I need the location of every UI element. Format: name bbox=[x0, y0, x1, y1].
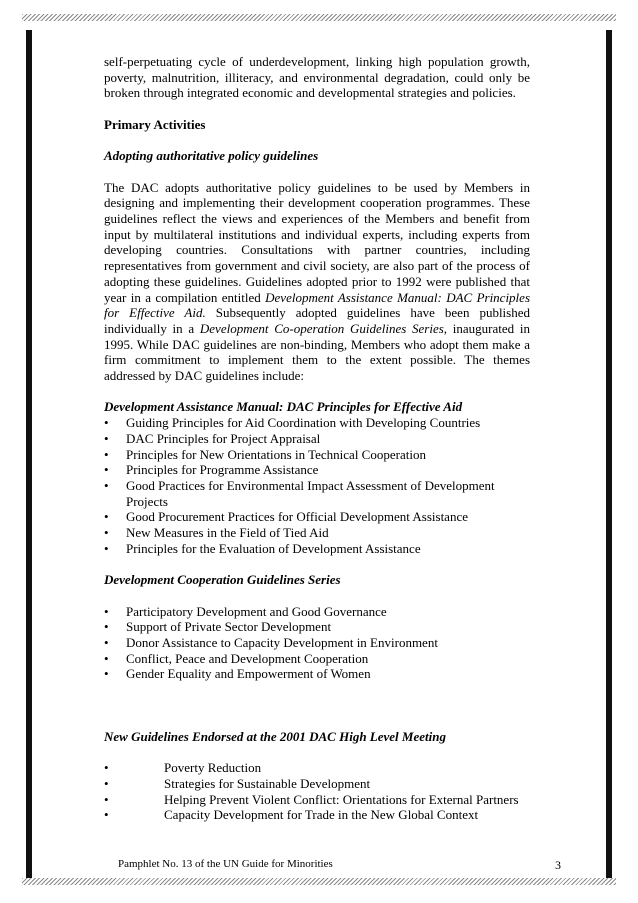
list-item: • Poverty Reduction bbox=[104, 760, 262, 776]
list-item: • Participatory Development and Good Governance bbox=[104, 603, 387, 619]
list-item: • Helping Prevent Violent Conflict: Orientations for External Partners bbox=[104, 791, 519, 807]
list-item: • Donor Assistance to Capacity Development in Environment bbox=[104, 634, 438, 650]
page-border-right bbox=[606, 30, 612, 880]
list-item: • Gender Equality and Empowerment of Women bbox=[104, 666, 371, 682]
list-item: • Principles for the Evaluation of Development Assistance bbox=[104, 540, 421, 556]
list-item: • Guiding Principles for Aid Coordination with Developing Countries bbox=[104, 415, 481, 431]
list-item: • Support of Private Sector Development bbox=[104, 619, 332, 635]
list-item: • Conflict, Peace and Development Cooperation bbox=[104, 650, 369, 666]
primary-activities-heading: Primary Activities bbox=[104, 116, 206, 132]
series-section-heading: Development Cooperation Guidelines Series bbox=[104, 572, 341, 588]
list-item: • Principles for New Orientations in Technical Cooperation bbox=[104, 446, 426, 462]
list-item: • Strategies for Sustainable Development bbox=[104, 775, 371, 791]
new-guidelines-list bbox=[104, 760, 530, 823]
page-border-bottom bbox=[22, 878, 616, 885]
guidelines-subheading: Adopting authoritative policy guidelines bbox=[104, 148, 319, 164]
list-item: • DAC Principles for Project Appraisal bbox=[104, 430, 321, 446]
list-item: • Good Procurement Practices for Official Development Assistance bbox=[104, 509, 468, 525]
manual-section-heading: Development Assistance Manual: DAC Principles for Effective Aid bbox=[104, 399, 463, 415]
main-paragraph: The DAC adopts authoritative policy guidelines to be used by Members in designing and implementing their development cooperation programmes. These guidelines reflect the views and experiences of the Members and benefit from input by multilateral institutions and individual experts, including experts from developing countries. Consultations with partner countries, including representatives from government and civil society, are also part of the process of adopting these guidelines. Guidelines adopted prior to 1992 were published that year in a compilation entitled Development Assistance Manual: DAC Principles for Effective Aid. Subsequently adopted guidelines have been published individually in a Development Co-operation Guidelines Series, inaugurated in 1995. While DAC guidelines are non-binding, Members who adopt them make a firm commitment to implement them to the extent possible. The themes addressed by DAC guidelines include: bbox=[104, 179, 531, 384]
series-title-italic: Development Co-operation Guidelines Series bbox=[199, 320, 444, 336]
page-number: 3 bbox=[555, 858, 561, 872]
manual-list bbox=[104, 415, 530, 556]
list-item: • Capacity Development for Trade in the New Global Context bbox=[104, 807, 479, 823]
list-item: • Principles for Programme Assistance bbox=[104, 462, 319, 478]
footer-text: Pamphlet No. 13 of the UN Guide for Minorities bbox=[118, 858, 333, 870]
page-border-left bbox=[26, 30, 32, 880]
list-item: • New Measures in the Field of Tied Aid bbox=[104, 525, 329, 541]
new-guidelines-heading: New Guidelines Endorsed at the 2001 DAC High Level Meeting bbox=[104, 728, 446, 744]
manual-title-italic: Development Assistance Manual: DAC Principles for Effective Aid. bbox=[104, 289, 531, 321]
page-content bbox=[104, 54, 530, 823]
list-item: • Good Practices for Environmental Impact Assessment of Development Projects bbox=[104, 477, 495, 509]
intro-paragraph: self-perpetuating cycle of underdevelopment, linking high population growth, poverty, malnutrition, illiteracy, and environmental degradation, could only be broken through integrated economic and developmental strategies and policies. bbox=[104, 54, 530, 101]
series-list bbox=[104, 604, 530, 683]
page-border-top bbox=[22, 14, 616, 21]
